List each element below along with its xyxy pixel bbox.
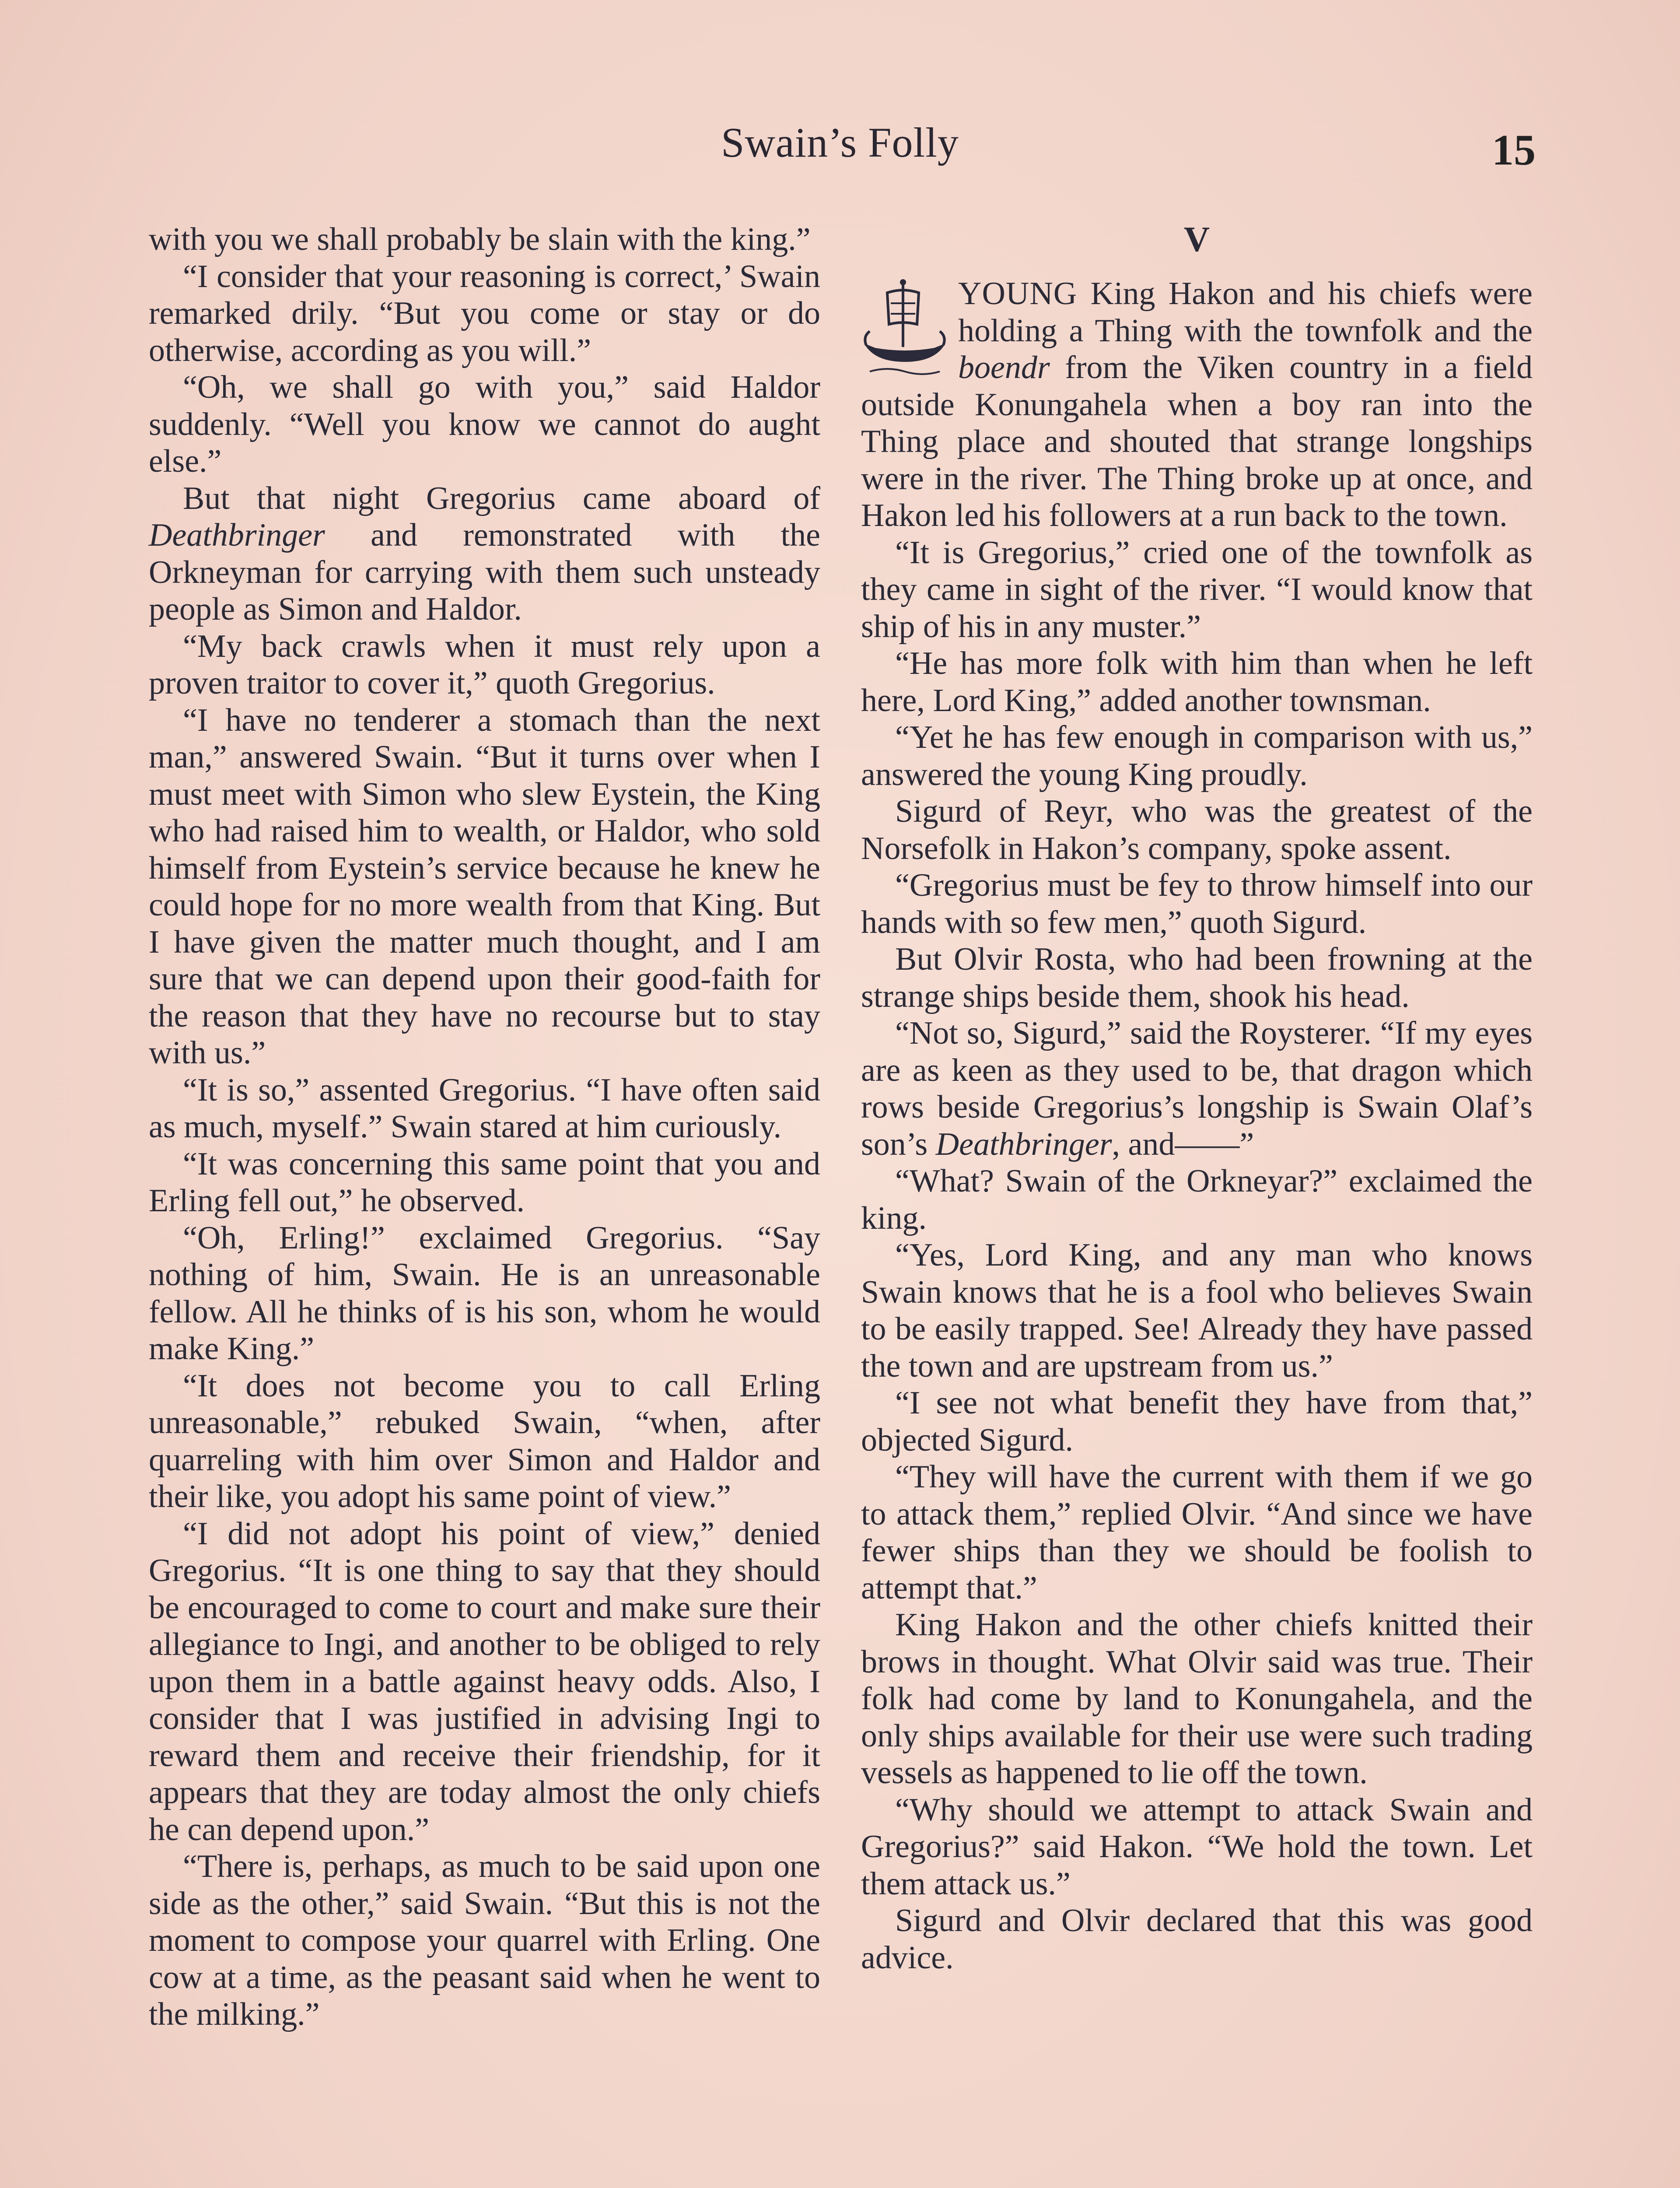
- paragraph: “My back crawls when it must rely upon a proven traitor to cover it,” quoth Gregorius.: [149, 628, 820, 701]
- page-number: 15: [1492, 126, 1536, 174]
- right-text-column: [861, 221, 1533, 1976]
- paragraph-text: King Hakon and his chiefs were holding a Thing with the townfolk and the: [958, 276, 1533, 349]
- paragraph-text: But that night Gregorius came aboard of: [183, 480, 820, 516]
- ship-name: Deathbringer: [935, 1126, 1112, 1162]
- left-text-column: [149, 221, 820, 2033]
- paragraph: “Oh, Erling!” exclaimed Gregorius. “Say nothing of him, Swain. He is an unreasonable fellow. All he thinks of is his son, whom he would make King.”: [149, 1220, 820, 1367]
- paragraph: “Oh, we shall go with you,” said Haldor suddenly. “Well you know we cannot do aught else.”: [149, 369, 820, 479]
- paragraph: “What? Swain of the Orkneyar?” exclaimed the king.: [861, 1163, 1533, 1236]
- paragraph: “I consider that your reasoning is correct,’ Swain remarked drily. “But you come or stay or do otherwise, according as you will.”: [149, 258, 820, 368]
- paragraph: “It was concerning this same point that you and Erling fell out,” he observed.: [149, 1146, 820, 1219]
- paragraph: “I did not adopt his point of view,” denied Gregorius. “It is one thing to say that they should be encouraged to come to court and make sure their allegiance to Ingi, and another to be obliged to rely upon them in a battle against heavy odds. Also, I consider that I was justified in advising Ingi to reward them and receive their friendship, for it appears that they are today almost the only chiefs he can depend upon.”: [149, 1515, 820, 1848]
- paragraph-text: “Not so, Sigurd,” said the Roysterer. “If my eyes are as keen as they used to be, that dragon which rows beside Gregorius’s longship is Swain Olaf’s son’s: [861, 1015, 1533, 1162]
- ship-name: Deathbringer: [149, 517, 325, 553]
- running-title: Swain’s Folly: [721, 119, 959, 166]
- paragraph: “They will have the current with them if we go to attack them,” replied Olvir. “And since we have fewer ships than they we should be foolish to attempt that.”: [861, 1459, 1533, 1606]
- paragraph: “There is, perhaps, as much to be said upon one side as the other,” said Swain. “But this is not the moment to compose your quarrel with Erling. One cow at a time, as the peasant said when he went to the milking.”: [149, 1848, 820, 2032]
- paragraph: King Hakon and the other chiefs knitted their brows in thought. What Olvir said was true. Their folk had come by land to Konungahela, and the only ships available for their use were such trading vessels as happened to lie off the town.: [861, 1607, 1533, 1791]
- paragraph: Sigurd and Olvir declared that this was good advice.: [861, 1903, 1533, 1976]
- paragraph: with you we shall probably be slain with the king.”: [149, 221, 811, 257]
- chapter-opening: [861, 275, 1533, 534]
- emphasis-word: boendr: [958, 350, 1050, 386]
- paragraph-text: from the Viken country in a field outside Konungahela when a boy ran into the Thing place and shouted that strange longships were in the river. The Thing broke up at once, and Hakon led his followers at a run back to the town.: [861, 350, 1533, 533]
- paragraph: “It does not become you to call Erling unreasonable,” rebuked Swain, “when, after quarreling with him over Simon and Haldor and their like, you adopt his same point of view.”: [149, 1368, 820, 1515]
- paragraph: “It is so,” assented Gregorius. “I have often said as much, myself.” Swain stared at him curiously.: [149, 1072, 820, 1145]
- paragraph: “It is Gregorius,” cried one of the townfolk as they came in sight of the river. “I would know that ship of his in any muster.”: [861, 534, 1533, 645]
- paragraph: “Yes, Lord King, and any man who knows Swain knows that he is a fool who believes Swain to be easily trapped. See! Already they have passed the town and are upstream from us.”: [861, 1237, 1533, 1384]
- paragraph-text: and remonstrated with the Orkneyman for carrying with them such unsteady people as Simon and Haldor.: [149, 517, 820, 627]
- first-word: YOUNG: [958, 276, 1078, 312]
- paragraph-text: , and——”: [1112, 1126, 1254, 1162]
- paragraph: Sigurd of Reyr, who was the greatest of the Norsefolk in Hakon’s company, spoke assent.: [861, 793, 1533, 866]
- paragraph: “Yet he has few enough in comparison with us,” answered the young King proudly.: [861, 719, 1533, 792]
- paragraph: “Gregorius must be fey to throw himself into our hands with so few men,” quoth Sigurd.: [861, 867, 1533, 940]
- paragraph: “I see not what benefit they have from that,” objected Sigurd.: [861, 1385, 1533, 1458]
- viking-ship-icon: [861, 275, 948, 385]
- paragraph: “He has more folk with him than when he left here, Lord King,” added another townsman.: [861, 645, 1533, 719]
- paragraph: “Why should we attempt to attack Swain and Gregorius?” said Hakon. “We hold the town. Let them attack us.”: [861, 1792, 1533, 1902]
- chapter-number: V: [1183, 219, 1210, 259]
- chapter-first-paragraph: [861, 275, 1533, 534]
- paragraph: But Olvir Rosta, who had been frowning at the strange ships beside them, shook his head.: [861, 941, 1533, 1014]
- paragraph: [861, 1015, 1533, 1163]
- paragraph: “I have no tenderer a stomach than the next man,” answered Swain. “But it turns over when I must meet with Simon who slew Eystein, the King who had raised him to wealth, or Haldor, who sold himself from Eystein’s service because he knew he could hope for no more wealth from that King. But I have given the matter much thought, and I am sure that we can depend upon their good-faith for the reason that they have no recourse but to stay with us.”: [149, 702, 820, 1071]
- paragraph: [149, 480, 820, 628]
